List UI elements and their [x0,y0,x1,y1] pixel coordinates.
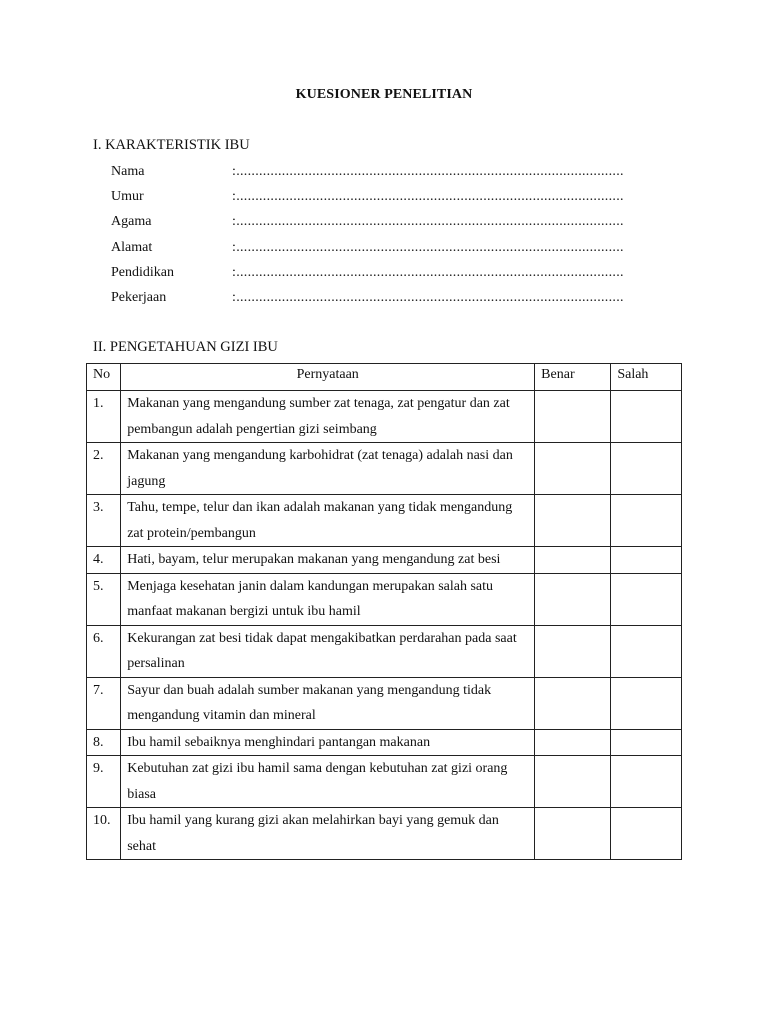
table-row [87,729,682,756]
table-row [87,808,682,860]
field-row-nama [111,162,671,187]
field-blank-line[interactable]: :...................................................................................................... [232,239,624,255]
field-row-pendidikan [111,263,671,288]
answer-benar-cell[interactable] [535,625,611,677]
answer-benar-cell[interactable] [535,756,611,808]
row-number: 3. [87,495,121,547]
answer-benar-cell[interactable] [535,547,611,574]
row-number: 5. [87,573,121,625]
table-row [87,756,682,808]
row-statement: Kebutuhan zat gizi ibu hamil sama dengan kebutuhan zat gizi orang biasa [121,756,535,808]
row-statement: Ibu hamil sebaiknya menghindari pantangan makanan [121,729,535,756]
answer-salah-cell[interactable] [611,495,682,547]
field-blank-line[interactable]: :...................................................................................................... [232,214,624,230]
answer-salah-cell[interactable] [611,756,682,808]
answer-benar-cell[interactable] [535,573,611,625]
field-blank-line[interactable]: :...................................................................................................... [232,164,624,179]
field-blank-line[interactable]: :...................................................................................................... [232,189,624,205]
table-row [87,547,682,574]
field-blank-line[interactable]: :...................................................................................................... [232,289,624,305]
row-statement: Makanan yang mengandung karbohidrat (zat tenaga) adalah nasi dan jagung [121,443,535,495]
table-row [87,391,682,443]
row-statement: Makanan yang mengandung sumber zat tenaga, zat pengatur dan zat pembangun adalah pengertian gizi seimbang [121,391,535,443]
table-row [87,625,682,677]
field-label: Umur [111,189,144,205]
row-number: 7. [87,677,121,729]
row-statement: Hati, bayam, telur merupakan makanan yang mengandung zat besi [121,547,535,574]
answer-salah-cell[interactable] [611,625,682,677]
table-row [87,573,682,625]
answer-benar-cell[interactable] [535,391,611,443]
header-benar: Benar [535,364,611,391]
field-label: Agama [111,214,152,230]
row-number: 6. [87,625,121,677]
answer-benar-cell[interactable] [535,495,611,547]
answer-salah-cell[interactable] [611,808,682,860]
row-number: 9. [87,756,121,808]
row-statement: Menjaga kesehatan janin dalam kandungan merupakan salah satu manfaat makanan bergizi untuk ibu hamil [121,573,535,625]
answer-salah-cell[interactable] [611,677,682,729]
document-title: KUESIONER PENELITIAN [295,87,473,102]
field-label: Nama [111,164,145,179]
table-row [87,495,682,547]
answer-salah-cell[interactable] [611,547,682,574]
row-statement: Kekurangan zat besi tidak dapat mengakibatkan perdarahan pada saat persalinan [121,625,535,677]
table-row [87,443,682,495]
answer-benar-cell[interactable] [535,729,611,756]
answer-benar-cell[interactable] [535,443,611,495]
answer-salah-cell[interactable] [611,729,682,756]
field-label: Alamat [111,239,153,255]
field-row-agama [111,212,671,237]
field-label: Pekerjaan [111,289,167,305]
row-number: 8. [87,729,121,756]
table-row [87,677,682,729]
answer-salah-cell[interactable] [611,573,682,625]
field-label: Pendidikan [111,264,174,280]
field-row-pekerjaan [111,288,671,313]
field-row-umur [111,187,671,212]
row-statement: Ibu hamil yang kurang gizi akan melahirkan bayi yang gemuk dan sehat [121,808,535,860]
table-header-row [87,364,682,391]
answer-salah-cell[interactable] [611,391,682,443]
answer-benar-cell[interactable] [535,808,611,860]
row-number: 1. [87,391,121,443]
row-statement: Sayur dan buah adalah sumber makanan yang mengandung tidak mengandung vitamin dan mineral [121,677,535,729]
field-row-alamat [111,238,671,263]
field-blank-line[interactable]: :...................................................................................................... [232,264,624,280]
row-number: 10. [87,808,121,860]
header-statement: Pernyataan [121,364,535,391]
section-heading-karakteristik: I. KARAKTERISTIK IBU [93,137,250,153]
row-number: 2. [87,443,121,495]
answer-salah-cell[interactable] [611,443,682,495]
section-heading-pengetahuan: II. PENGETAHUAN GIZI IBU [93,339,278,355]
header-no: No [87,364,121,391]
answer-benar-cell[interactable] [535,677,611,729]
header-salah: Salah [611,364,682,391]
row-statement: Tahu, tempe, telur dan ikan adalah makanan yang tidak mengandung zat protein/pembangun [121,495,535,547]
questionnaire-table [86,363,682,860]
row-number: 4. [87,547,121,574]
identity-fields [111,162,671,313]
